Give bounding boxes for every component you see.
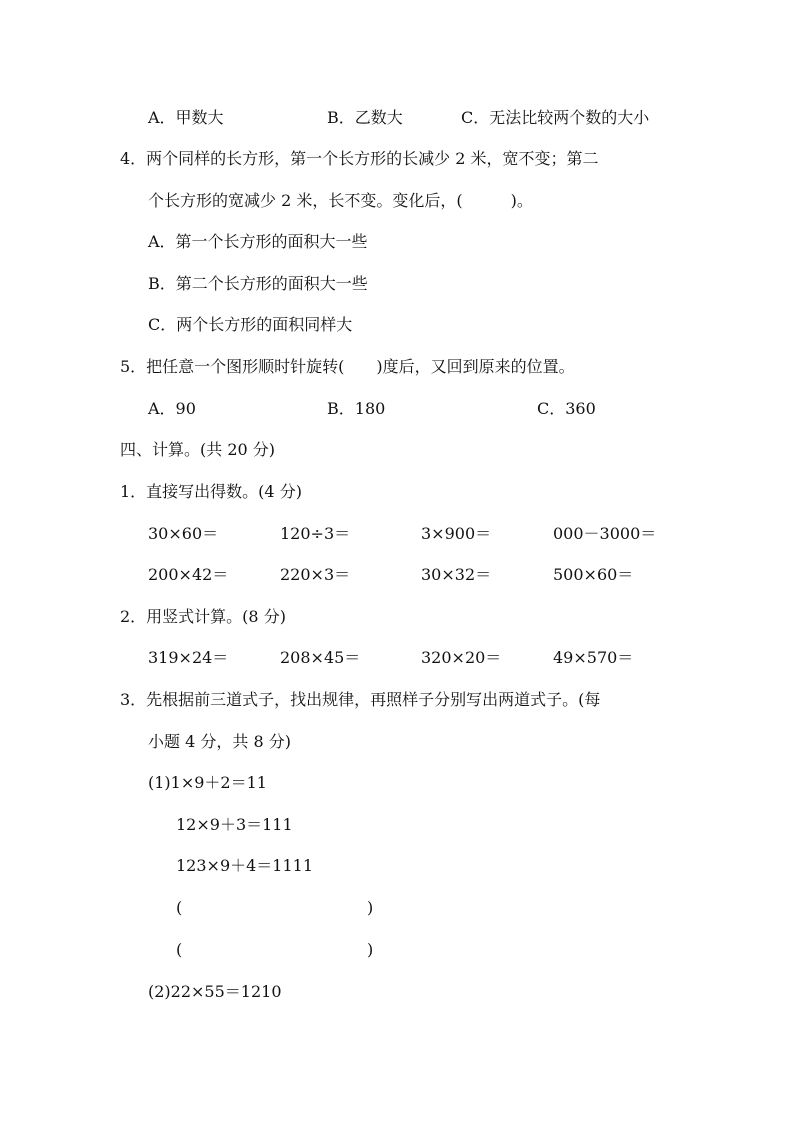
pattern-line: (2)22×55＝1210 — [148, 982, 282, 1001]
q4-option-a: A．第一个长方形的面积大一些 — [148, 232, 368, 251]
answer-blank-close: ) — [367, 898, 374, 917]
pattern-line: 123×9＋4＝1111 — [176, 856, 314, 875]
calc-item: 49×570＝ — [553, 648, 634, 667]
calc-item: 200×42＝ — [148, 565, 229, 584]
q5-option-b: B．180 — [327, 399, 386, 418]
calc-item: 500×60＝ — [553, 565, 634, 584]
q4-stem-line2: 个长方形的宽减少 2 米，长不变。变化后，( )。 — [148, 191, 533, 210]
calc-item: 320×20＝ — [421, 648, 502, 667]
q5-option-c: C．360 — [537, 399, 596, 418]
q4-stem-line1: 4．两个同样的长方形，第一个长方形的长减少 2 米，宽不变；第二 — [120, 149, 599, 168]
q3-option-b: B．乙数大 — [327, 108, 403, 127]
calc-item: 319×24＝ — [148, 648, 229, 667]
part3-title-line1: 3．先根据前三道式子，找出规律，再照样子分别写出两道式子。(每 — [120, 690, 601, 709]
calc-item: 120÷3＝ — [280, 524, 351, 543]
calc-item: 220×3＝ — [280, 565, 351, 584]
calc-item: 30×60＝ — [148, 524, 219, 543]
q4-option-b: B．第二个长方形的面积大一些 — [148, 274, 368, 293]
q4-option-c: C．两个长方形的面积同样大 — [148, 315, 353, 334]
calc-item: 000－3000＝ — [553, 524, 657, 543]
answer-blank-open: ( — [176, 940, 183, 959]
q5-stem: 5．把任意一个图形顺时针旋转( )度后，又回到原来的位置。 — [120, 357, 575, 376]
calc-item: 30×32＝ — [421, 565, 492, 584]
q3-option-c: C．无法比较两个数的大小 — [461, 108, 650, 127]
answer-blank-close: ) — [367, 940, 374, 959]
part1-title: 1．直接写出得数。(4 分) — [120, 482, 302, 501]
q5-option-a: A．90 — [148, 399, 196, 418]
section4-title: 四、计算。(共 20 分) — [120, 440, 276, 459]
pattern-line: 12×9＋3＝111 — [176, 815, 293, 834]
pattern-line: (1)1×9＋2＝11 — [148, 773, 267, 792]
part3-title-line2: 小题 4 分，共 8 分) — [148, 732, 291, 751]
answer-blank-open: ( — [176, 898, 183, 917]
calc-item: 208×45＝ — [280, 648, 361, 667]
part2-title: 2．用竖式计算。(8 分) — [120, 607, 286, 626]
calc-item: 3×900＝ — [421, 524, 492, 543]
q3-option-a: A．甲数大 — [148, 108, 224, 127]
